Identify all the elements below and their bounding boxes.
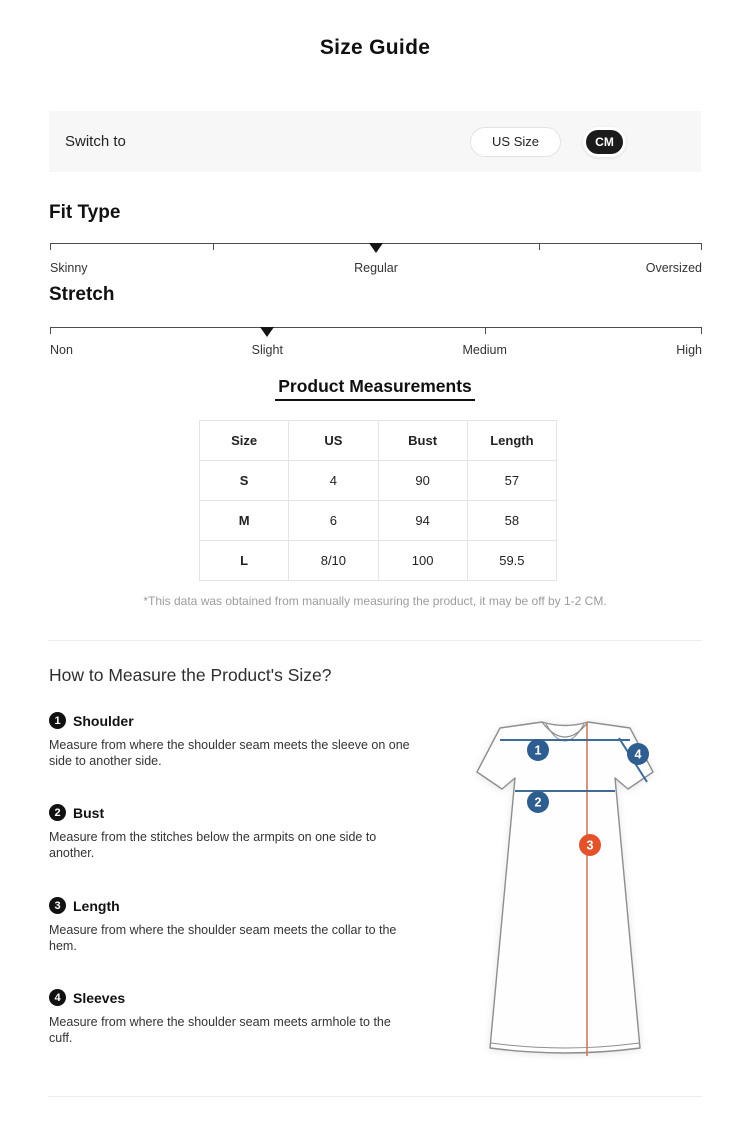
fit-label-skinny: Skinny [50,261,88,275]
measure-item-label: Length [73,897,120,914]
table-row [200,461,557,501]
number-badge: 3 [49,897,66,914]
cell-length: 58 [467,501,556,541]
fit-type-scale [50,243,702,255]
measure-item-sleeves [49,989,411,1046]
stretch-label-slight: Slight [251,343,283,357]
cell-bust: 100 [378,541,467,581]
dress-measure-diagram [470,712,660,1062]
measure-item-label: Shoulder [73,712,134,729]
col-us: US [289,421,378,461]
cell-us: 6 [289,501,378,541]
measure-item-desc: Measure from where the shoulder seam meets the collar to the hem. [49,923,397,953]
measure-item-length [49,897,411,954]
measure-item-bust [49,804,411,861]
marker-3-number: 3 [586,838,594,853]
measurements-title: Product Measurements [275,376,475,401]
measurements-title-wrap [0,376,750,397]
number-badge: 4 [49,989,66,1006]
bottom-divider [48,1096,702,1097]
stretch-label-high: High [676,343,702,357]
cell-bust: 90 [378,461,467,501]
measure-item-desc: Measure from where the shoulder seam meets armhole to the cuff. [49,1015,391,1045]
cm-unit-toggle[interactable]: CM [586,130,623,154]
table-row [200,501,557,541]
stretch-label-medium: Medium [462,343,507,357]
scale-tick [213,243,214,250]
table-header-row [200,421,557,461]
fit-type-marker-icon [369,243,383,253]
fit-type-labels [50,261,702,277]
how-to-measure-title: How to Measure the Product's Size? [49,665,332,685]
col-size: Size [200,421,289,461]
stretch-labels [50,343,702,359]
measure-item-label: Bust [73,804,105,821]
measurements-table [199,420,557,581]
table-row [200,541,557,581]
measure-item-head [49,989,411,1006]
cell-size: L [200,541,289,581]
measure-item-label: Sleeves [73,989,126,1006]
fit-label-regular: Regular [354,261,398,275]
measure-item-desc: Measure from the stitches below the armpits on one side to another. [49,830,377,860]
marker-4-number: 4 [634,747,642,762]
stretch-label-non: Non [50,343,73,357]
marker-2-number: 2 [534,795,542,810]
cell-length: 59.5 [467,541,556,581]
cell-length: 57 [467,461,556,501]
number-badge: 1 [49,712,66,729]
cell-bust: 94 [378,501,467,541]
section-divider [48,640,702,641]
cell-size: M [200,501,289,541]
fit-label-oversized: Oversized [645,261,702,275]
unit-switch-bar [49,111,701,172]
measure-item-desc: Measure from where the shoulder seam meets the sleeve on one side to another side. [49,738,410,768]
cell-size: S [200,461,289,501]
measure-item-head [49,804,411,821]
stretch-title: Stretch [49,284,115,305]
cell-us: 4 [289,461,378,501]
scale-tick [50,243,51,250]
cell-us: 8/10 [289,541,378,581]
scale-tick [701,243,702,250]
marker-1-number: 1 [534,743,542,758]
us-size-button[interactable]: US Size [470,127,561,157]
switch-to-label: Switch to [65,133,126,150]
stretch-marker-icon [260,327,274,337]
stretch-scale-line [50,327,702,328]
fit-type-title: Fit Type [49,202,121,223]
dress-outline [477,722,653,1053]
measure-item-shoulder [49,712,411,769]
measurement-disclaimer: *This data was obtained from manually measuring the product, it may be off by 1-2 CM. [143,594,607,608]
stretch-scale [50,327,702,339]
scale-tick [701,327,702,334]
scale-tick [485,327,486,334]
scale-tick [50,327,51,334]
measure-item-head [49,712,411,729]
measure-item-head [49,897,411,914]
number-badge: 2 [49,804,66,821]
page-title: Size Guide [319,36,431,59]
scale-tick [539,243,540,250]
col-bust: Bust [378,421,467,461]
col-length: Length [467,421,556,461]
